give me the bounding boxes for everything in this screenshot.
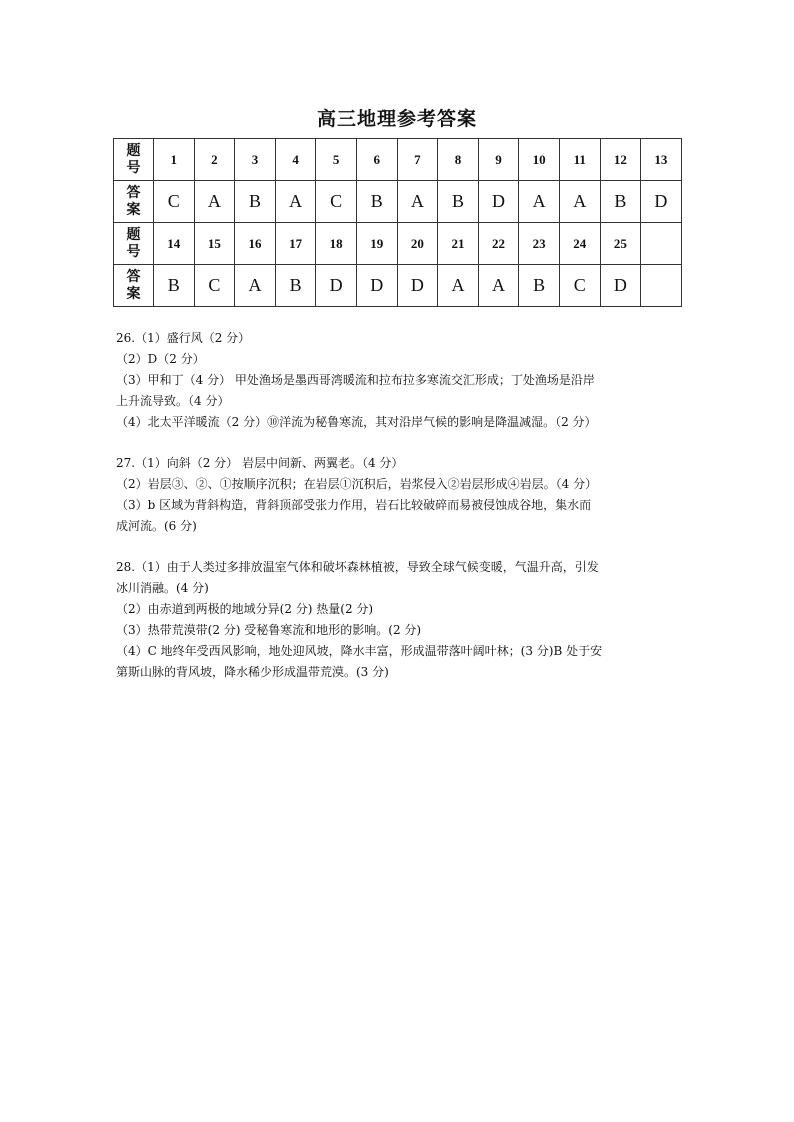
answer-cell: B (356, 181, 397, 223)
q27-line: （3）b 区域为背斜构造，背斜顶部受张力作用，岩石比较破碎而易被侵蚀成谷地，集水而 (116, 498, 592, 512)
answer-cell: A (438, 265, 479, 307)
question-27-answers (116, 453, 686, 537)
q26-line: （4）北太平洋暖流（2 分）⑩洋流为秘鲁寒流，其对沿岸气候的影响是降温减湿。（2 分） (116, 415, 597, 429)
question-number-cell: 12 (600, 139, 641, 181)
row-header-question (114, 223, 154, 265)
answer-cell: A (397, 181, 438, 223)
answer-cell: A (194, 181, 235, 223)
answer-cell: C (316, 181, 357, 223)
row-header-answer (114, 181, 154, 223)
question-number-cell: 21 (438, 223, 479, 265)
row-header-char: 案 (126, 201, 141, 218)
q26-line: 上升流导致。（4 分） (116, 394, 230, 408)
question-number-cell: 3 (235, 139, 276, 181)
answer-cell: A (235, 265, 276, 307)
answer-cell: C (154, 181, 195, 223)
q26-line: （2）D（2 分） (116, 352, 205, 366)
row-header-char: 案 (126, 285, 141, 302)
question-number-cell: 17 (275, 223, 316, 265)
question-number-row (114, 223, 682, 265)
question-28-answers (116, 557, 686, 683)
answer-row (114, 181, 682, 223)
q27-line: （2）岩层③、②、①按顺序沉积；在岩层①沉积后，岩浆侵入②岩层形成④岩层。（4 分） (116, 477, 598, 491)
row-header-char: 题 (126, 142, 141, 159)
page-title: 高三地理参考答案 (316, 108, 477, 130)
answer-cell: A (478, 265, 519, 307)
answer-cell: D (478, 181, 519, 223)
answer-cell: B (438, 181, 479, 223)
question-number-cell: 23 (519, 223, 560, 265)
answer-cell: B (235, 181, 276, 223)
question-number-cell: 24 (559, 223, 600, 265)
q28-line: 冰川消融。(4 分) (116, 581, 209, 595)
question-number-row (114, 139, 682, 181)
q27-line: 27.（1）向斜（2 分） 岩层中间新、两翼老。（4 分） (116, 456, 404, 470)
question-number-cell: 20 (397, 223, 438, 265)
answer-cell: B (154, 265, 195, 307)
question-number-cell: 15 (194, 223, 235, 265)
row-header-char: 号 (126, 159, 141, 176)
question-number-cell: 5 (316, 139, 357, 181)
question-number-cell: 11 (559, 139, 600, 181)
answer-cell: D (397, 265, 438, 307)
question-number-cell: 9 (478, 139, 519, 181)
question-number-cell: 6 (356, 139, 397, 181)
row-header-answer (114, 265, 154, 307)
row-header-question (114, 139, 154, 181)
answer-cell: D (316, 265, 357, 307)
question-number-cell: 10 (519, 139, 560, 181)
q28-line: 28.（1）由于人类过多排放温室气体和破坏森林植被，导致全球气候变暖，气温升高，引发 (116, 560, 599, 574)
answer-cell: A (519, 181, 560, 223)
answer-cell (641, 265, 682, 307)
answer-cell: B (600, 181, 641, 223)
answer-cell: A (559, 181, 600, 223)
q26-line: 26.（1）盛行风（2 分） (116, 331, 251, 345)
question-number-cell: 19 (356, 223, 397, 265)
answer-cell: D (356, 265, 397, 307)
q26-line: （3）甲和丁（4 分） 甲处渔场是墨西哥湾暖流和拉布拉多寒流交汇形成；丁处渔场是沿岸 (116, 373, 595, 387)
answer-cell: A (275, 181, 316, 223)
question-number-cell: 18 (316, 223, 357, 265)
question-number-cell: 7 (397, 139, 438, 181)
question-number-cell: 22 (478, 223, 519, 265)
question-number-cell: 2 (194, 139, 235, 181)
q28-line: 第斯山脉的背风坡，降水稀少形成温带荒漠。(3 分) (116, 665, 389, 679)
answer-cell: B (519, 265, 560, 307)
answer-cell: D (641, 181, 682, 223)
q28-line: （4）C 地终年受西风影响，地处迎风坡，降水丰富，形成温带落叶阔叶林；(3 分)B 处于安 (116, 644, 603, 658)
row-header-char: 号 (126, 243, 141, 260)
answer-table (113, 138, 682, 307)
q28-line: （2）由赤道到两极的地域分异(2 分) 热量(2 分) (116, 602, 374, 616)
answer-cell: C (194, 265, 235, 307)
answer-row (114, 265, 682, 307)
answer-cell: D (600, 265, 641, 307)
q27-line: 成河流。(6 分) (116, 519, 197, 533)
row-header-char: 题 (126, 226, 141, 243)
question-number-cell (641, 223, 682, 265)
row-header-char: 答 (126, 184, 141, 201)
answer-cell: B (275, 265, 316, 307)
question-26-answers (116, 328, 686, 433)
question-number-cell: 16 (235, 223, 276, 265)
row-header-char: 答 (126, 268, 141, 285)
question-number-cell: 25 (600, 223, 641, 265)
question-number-cell: 14 (154, 223, 195, 265)
answer-cell: C (559, 265, 600, 307)
question-number-cell: 1 (154, 139, 195, 181)
q28-line: （3）热带荒漠带(2 分) 受秘鲁寒流和地形的影响。(2 分) (116, 623, 422, 637)
question-number-cell: 4 (275, 139, 316, 181)
question-number-cell: 8 (438, 139, 479, 181)
question-number-cell: 13 (641, 139, 682, 181)
